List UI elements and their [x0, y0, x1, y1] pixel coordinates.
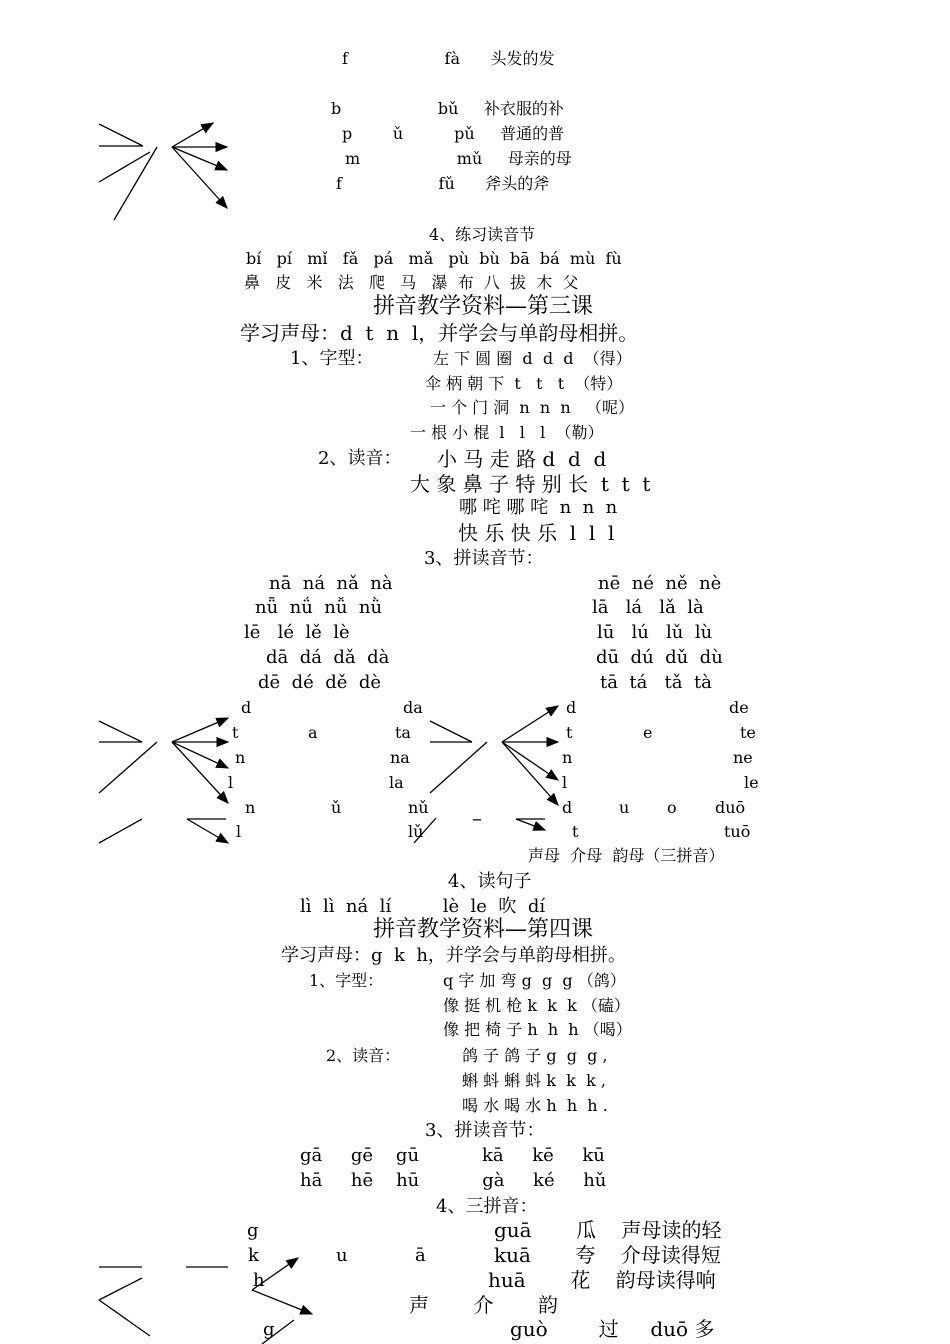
lesson3-shape-1: 左 下 圆 圈 d d d （得） [433, 349, 632, 368]
tri-initial-h: h [253, 1270, 265, 1291]
syllable-row: lē lé lě lè [244, 622, 350, 643]
chart-syllable: la [389, 773, 404, 792]
lesson4-syllable-row-1: gā gē gū kā kē kū [300, 1145, 605, 1166]
lesson4-shape-1: q 字 加 弯 g g g （鸽） [443, 971, 626, 990]
syllable-line-mu: m mǔ 母亲的母 [345, 149, 572, 168]
syllable-row: dē dé dě dè [258, 672, 382, 693]
lesson4-read-2: 蝌 蚪 蝌 蚪 k k k , [462, 1071, 606, 1090]
lesson4-shape-label: 1、字型： [309, 971, 384, 990]
chart-syllable: ta [395, 723, 411, 742]
tri-final-a: ā [415, 1245, 426, 1266]
lesson3-syllable-title: 3、拼读音节： [424, 548, 544, 569]
tri-row-4: guò 过 duō 多 [510, 1317, 715, 1341]
chart-medial-u: u [619, 798, 630, 817]
chart-initial: l [228, 773, 234, 792]
tri-initial-g2: g [263, 1319, 275, 1340]
tri-initial-k: k [248, 1245, 259, 1266]
chart-initial: d [566, 698, 577, 717]
chart-syllable: de [729, 698, 749, 717]
chart-syllable: na [390, 748, 410, 767]
lesson3-sentence: lì lì ná lí lè le 吹 dí [300, 896, 546, 917]
chart-caption: 声母 介母 韵母（三拼音） [528, 846, 725, 865]
lesson4-read-1: 鸽 子 鸽 子 g g g , [462, 1046, 608, 1065]
tri-row-3: huā 花 韵母读得响 [488, 1268, 716, 1292]
lesson3-sentence-title: 4、读句子 [448, 871, 532, 892]
chart-initial: t [232, 723, 239, 742]
chart-syllable: le [744, 773, 759, 792]
syllable-row: nā ná nǎ nà [269, 573, 393, 594]
chart-initial: n [235, 748, 246, 767]
chart-initial: n [245, 798, 256, 817]
lesson3-read-label: 2、读音： [318, 448, 402, 469]
chart-initial: l [562, 773, 568, 792]
tri-row-2: kuā 夸 介母读得短 [494, 1243, 721, 1267]
syllable-row: tā tá tǎ tà [600, 672, 712, 693]
chart-syllable: da [403, 698, 423, 717]
lesson3-title: 拼音教学资料—第三课 [373, 294, 594, 319]
chart-syllable: duō [715, 798, 746, 817]
chart-syllable: lǔ [408, 822, 424, 841]
chart-syllable: te [740, 723, 756, 742]
syllable-line-pu: p ǔ pǔ 普通的普 [342, 124, 565, 143]
chart-final-u: ǔ [331, 798, 342, 817]
syllable-line-fu: f fǔ 斧头的斧 [336, 174, 550, 193]
syllable-line-fa: f fà 头发的发 [342, 49, 555, 68]
chart-final-e: e [643, 723, 653, 742]
lesson3-read-3: 哪 咤 哪 咤 n n n [459, 497, 618, 518]
lesson3-subtitle: 学习声母：d t n l，并学会与单韵母相拼。 [240, 321, 639, 345]
syllable-row: nǖ nǘ nǚ nǜ [255, 597, 383, 618]
practice-title: 4、练习读音节 [429, 225, 536, 244]
chart-initial: d [562, 798, 573, 817]
tri-row-1: guā 瓜 声母读的轻 [494, 1218, 722, 1242]
practice-hanzi: 鼻 皮 米 法 爬 马 瀑 布 八 拔 木 父 [244, 273, 579, 292]
chart-initial: t [566, 723, 573, 742]
chart-dash: – [472, 806, 482, 830]
chart-initial: t [572, 822, 579, 841]
lesson4-title: 拼音教学资料—第四课 [373, 917, 594, 942]
lesson4-tri-title: 4、三拼音： [436, 1196, 538, 1217]
tri-initial-g: g [247, 1220, 259, 1241]
chart-final-o: o [667, 798, 677, 817]
lesson3-shape-2: 伞 柄 朝 下 t t t （特） [425, 374, 623, 393]
syllable-row: dū dú dǔ dù [596, 647, 723, 668]
syllable-row: lū lú lǔ lù [597, 622, 713, 643]
syllable-row: dā dá dǎ dà [266, 647, 390, 668]
lesson4-shape-3: 像 把 椅 子 h h h （喝） [443, 1020, 632, 1039]
syllable-row: lā lá lǎ là [592, 597, 704, 618]
chart-initial: d [241, 698, 252, 717]
chart-initial: l [236, 822, 242, 841]
practice-pinyin: bí pí mǐ fǎ pá mǎ pù bù bā bá mù fù [246, 249, 622, 268]
lesson4-syllable-row-2: hā hē hū gà ké hǔ [300, 1170, 607, 1191]
lesson4-subtitle: 学习声母：g k h，并学会与单韵母相拼。 [281, 945, 626, 966]
tri-labels: 声 介 韵 [409, 1293, 559, 1317]
lesson4-read-3: 喝 水 喝 水 h h h . [462, 1096, 608, 1115]
lesson3-shape-label: 1、字型： [290, 348, 374, 369]
chart-initial: n [562, 748, 573, 767]
chart-syllable: tuō [724, 822, 751, 841]
lesson3-read-2: 大 象 鼻 子 特 别 长 t t t [410, 472, 651, 496]
chart-final-a: a [308, 723, 318, 742]
chart-syllable: nǔ [408, 798, 429, 817]
lesson3-read-1: 小 马 走 路 d d d [437, 447, 607, 471]
syllable-line-bu: b bǔ 补衣服的补 [331, 99, 564, 118]
tri-medial-u: u [336, 1245, 348, 1266]
syllable-row: nē né ně nè [598, 573, 722, 594]
lesson4-syllable-title: 3、拼读音节： [425, 1120, 545, 1141]
lesson3-shape-4: 一 根 小 棍 l l l （勒） [410, 423, 604, 442]
lesson4-read-label: 2、读音： [326, 1046, 401, 1065]
chart-syllable: ne [733, 748, 753, 767]
lesson3-read-4: 快 乐 快 乐 l l l [458, 521, 615, 545]
lesson4-shape-2: 像 挺 机 枪 k k k （磕） [443, 996, 630, 1015]
lesson3-shape-3: 一 个 门 洞 n n n （呢） [430, 398, 634, 417]
